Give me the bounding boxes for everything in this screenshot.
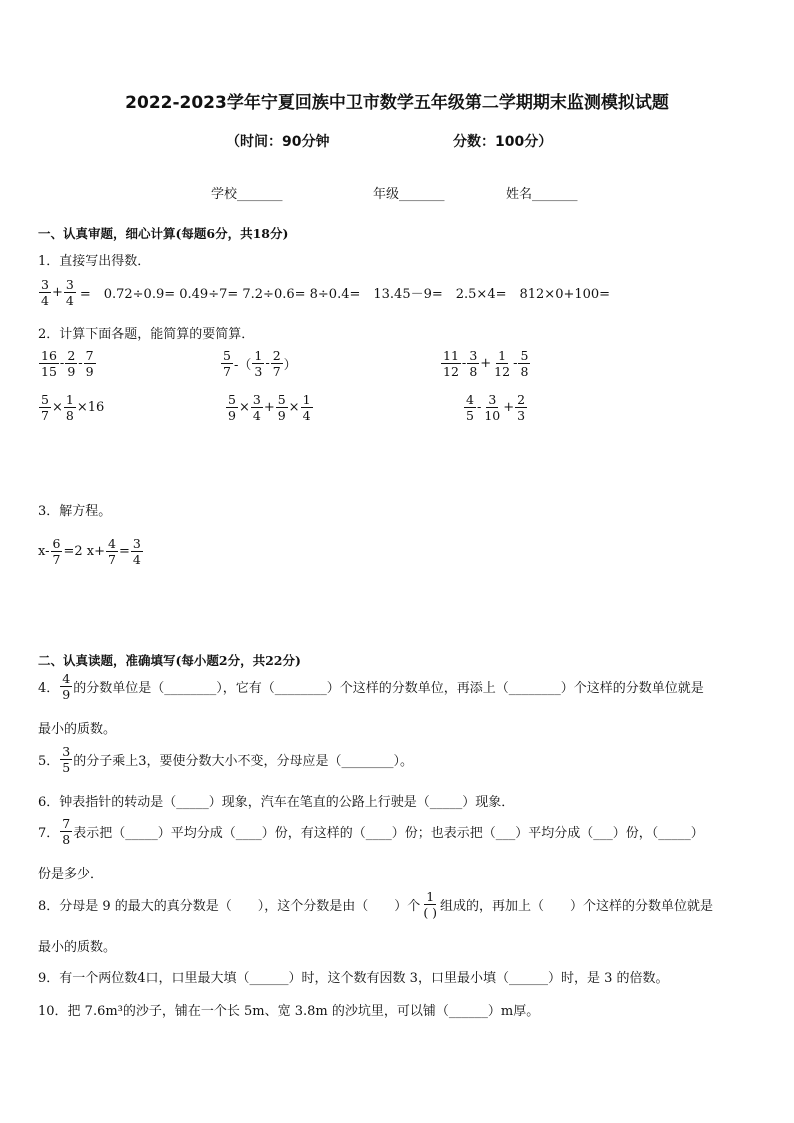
q3-label: 3．解方程。 [38,504,112,519]
name-field: 姓名_______ [506,187,578,202]
fraction: $\frac{3}{4}$ [41,277,49,308]
q9: 9．有一个两位数4口，口里最大填（______）时，这个数有因数 3，口里最小填（______）时，是 3 的倍数。 [38,971,669,986]
q2-label: 2．计算下面各题，能简算的要简算． [38,327,255,342]
q6: 6．钟表指针的转动是（_____）现象，汽车在笔直的公路上行驶是（_____）现象． [38,795,515,810]
grade-field: 年级_______ [373,187,445,202]
school-field: 学校_______ [211,187,283,202]
q8: 8．分母是 9 的最大的真分数是（ ），这个分数是由（ ）个 $\frac{1}{( )}$ 组成的，再加上（ ）个这样的分数单位就是 [38,889,714,920]
q10: 10．把 7.6m³的沙子，铺在一个长 5m、宽 3.8m 的沙坑里，可以铺（______）m厚。 [38,1004,540,1019]
q7: 7． $\frac{7}{8}$ 表示把（_____）平均分成（____）份，有这样的（____）份；也表示把（___）平均分成（___）份，（_____） [38,816,704,847]
q1-label: 1．直接写出得数． [38,254,151,269]
q4: 4． $\frac{4}{9}$ 的分数单位是（________），它有（________）个这样的分数单位，再添上（________）个这样的分数单位就是 [38,671,704,702]
exam-time: （时间：90分钟 [226,134,330,150]
section1-heading: 一、认真审题，细心计算(每题6分，共18分) [38,226,289,241]
q3-equation: x- $\frac{6}{7}$ =2 x+ $\frac{4}{7}$ = $\frac{3}{4}$ [38,536,141,567]
q2-expr-6: $\frac{4}{5}$ - $\frac{3}{10}$ + $\frac{2}{3}$ [466,392,526,423]
q2-expr-4: $\frac{5}{7}$ × $\frac{1}{8}$ ×16 [41,392,105,423]
fraction: $\frac{3}{4}$ [65,277,74,308]
q2-expr-2: $\frac{5}{7}$ -（ $\frac{1}{3}$ - $\frac{2}{7}$ ） [223,348,297,379]
q2-expr-3: $\frac{11}{12}$ - $\frac{3}{8}$ + $\frac{1}{12}$ - $\frac{5}{8}$ [443,348,529,379]
q2-expr-5: $\frac{5}{9}$ × $\frac{3}{4}$ + $\frac{5}{9}$ × $\frac{1}{4}$ [228,392,311,423]
q1-expressions: $\frac{3}{4}$ + $\frac{3}{4}$ = 0.72÷0.9= 0.49÷7= 7.2÷0.6= 8÷0.4= 13.45－9= 2.5×4= 812×0+100= [41,277,611,308]
q4-line2: 最小的质数。 [38,722,117,737]
q5: 5． $\frac{3}{5}$ 的分子乘上3，要使分数大小不变，分母应是（________）。 [38,744,414,775]
q7-line2: 份是多少． [38,867,104,882]
section2-heading: 二、认真读题，准确填写(每小题2分，共22分) [38,653,301,668]
page-title: 2022-2023学年宁夏回族中卫市数学五年级第二学期期末监测模拟试题 [125,93,669,113]
q8-line2: 最小的质数。 [38,940,117,955]
exam-score: 分数：100分） [453,134,553,150]
q2-expr-1: $\frac{16}{15}$ - $\frac{2}{9}$ - $\frac{7}{9}$ [41,348,94,379]
